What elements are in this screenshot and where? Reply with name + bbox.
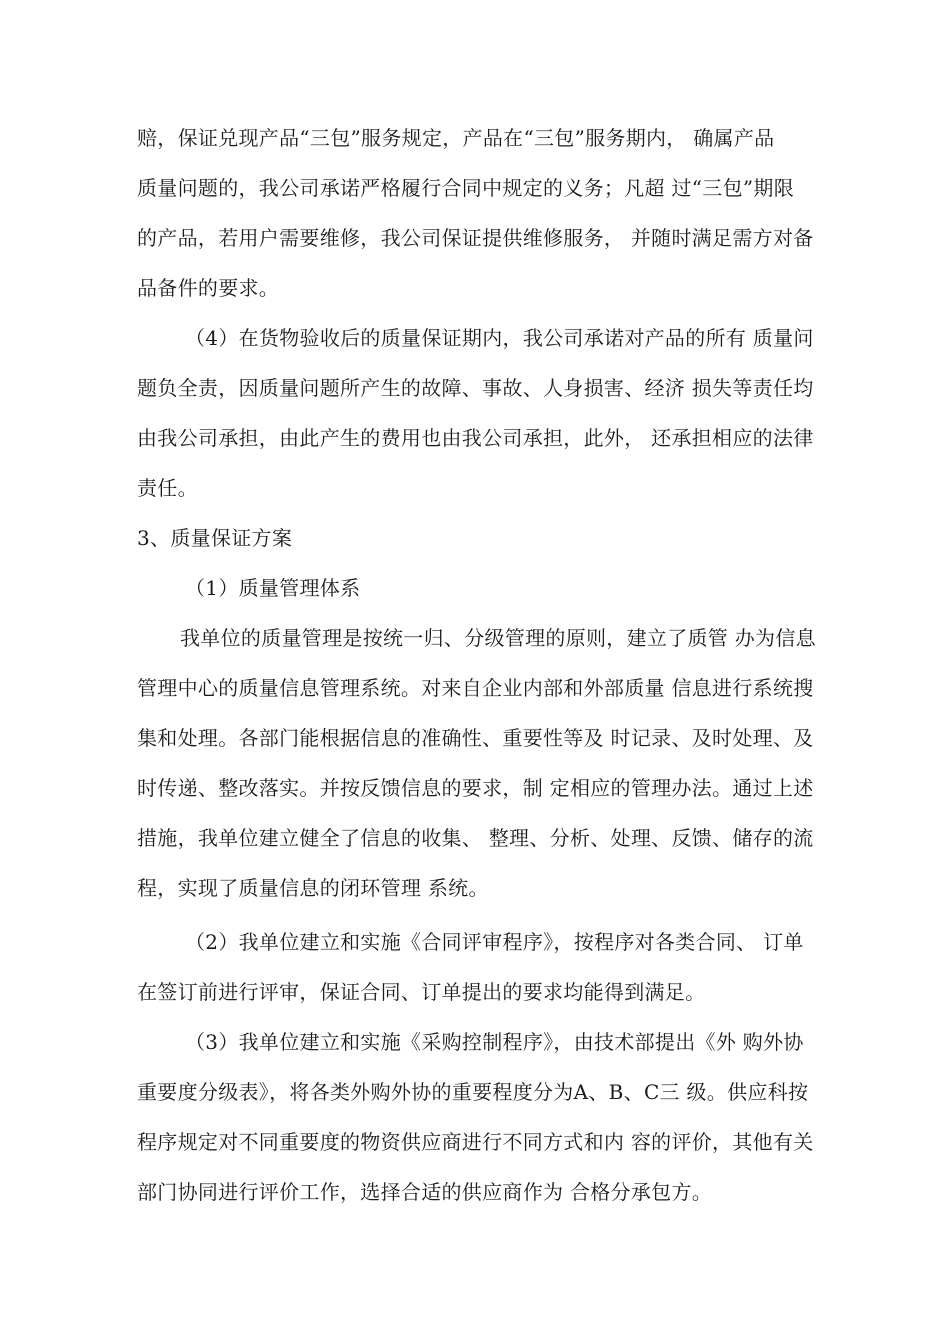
text-line: 题负全责，因质量问题所产生的故障、事故、人身损害、经济 损失等责任均 (137, 376, 814, 400)
section-heading: 3、质量保证方案 (137, 526, 293, 550)
subsection-heading: （1）质量管理体系 (185, 576, 361, 600)
text-line: 的产品，若用户需要维修，我公司保证提供维修服务， 并随时满足需方对备 (137, 226, 814, 250)
text-line: （4）在货物验收后的质量保证期内，我公司承诺对产品的所有 质量问 (185, 326, 814, 350)
text-line: 在签订前进行评审，保证合同、订单提出的要求均能得到满足。 (137, 980, 706, 1004)
text-line: 措施，我单位建立健全了信息的收集、 整理、分析、处理、反馈、储存的流 (137, 826, 814, 850)
text-line: 品备件的要求。 (137, 276, 280, 300)
text-line: 管理中心的质量信息管理系统。对来自企业内部和外部质量 信息进行系统搜 (137, 676, 814, 700)
text-line: 责任。 (137, 476, 198, 500)
text-line: （2）我单位建立和实施《合同评审程序》，按程序对各类合同、 订单 (185, 930, 804, 954)
text-line: 赔，保证兑现产品“三包”服务规定，产品在“三包”服务期内， 确属产品 (137, 126, 775, 150)
text-line: 质量问题的，我公司承诺严格履行合同中规定的义务；凡超 过“三包”期限 (137, 176, 795, 200)
text-line: 我单位的质量管理是按统一归、分级管理的原则，建立了质管 办为信息 (180, 626, 816, 650)
text-line: 程，实现了质量信息的闭环管理 系统。 (137, 876, 489, 900)
text-line: 时传递、整改落实。并按反馈信息的要求，制 定相应的管理办法。通过上述 (137, 776, 814, 800)
text-line: 集和处理。各部门能根据信息的准确性、重要性等及 时记录、及时处理、及 (137, 726, 814, 750)
text-line: 程序规定对不同重要度的物资供应商进行不同方式和内 容的评价，其他有关 (137, 1130, 814, 1154)
text-line: 部门协同进行评价工作，选择合适的供应商作为 合格分承包方。 (137, 1180, 713, 1204)
text-line: 重要度分级表》，将各类外购外协的重要程度分为A、B、C三 级。供应科按 (137, 1080, 809, 1104)
text-line: （3）我单位建立和实施《采购控制程序》，由技术部提出《外 购外协 (185, 1030, 804, 1054)
text-line: 由我公司承担，由此产生的费用也由我公司承担，此外， 还承担相应的法律 (137, 426, 814, 450)
